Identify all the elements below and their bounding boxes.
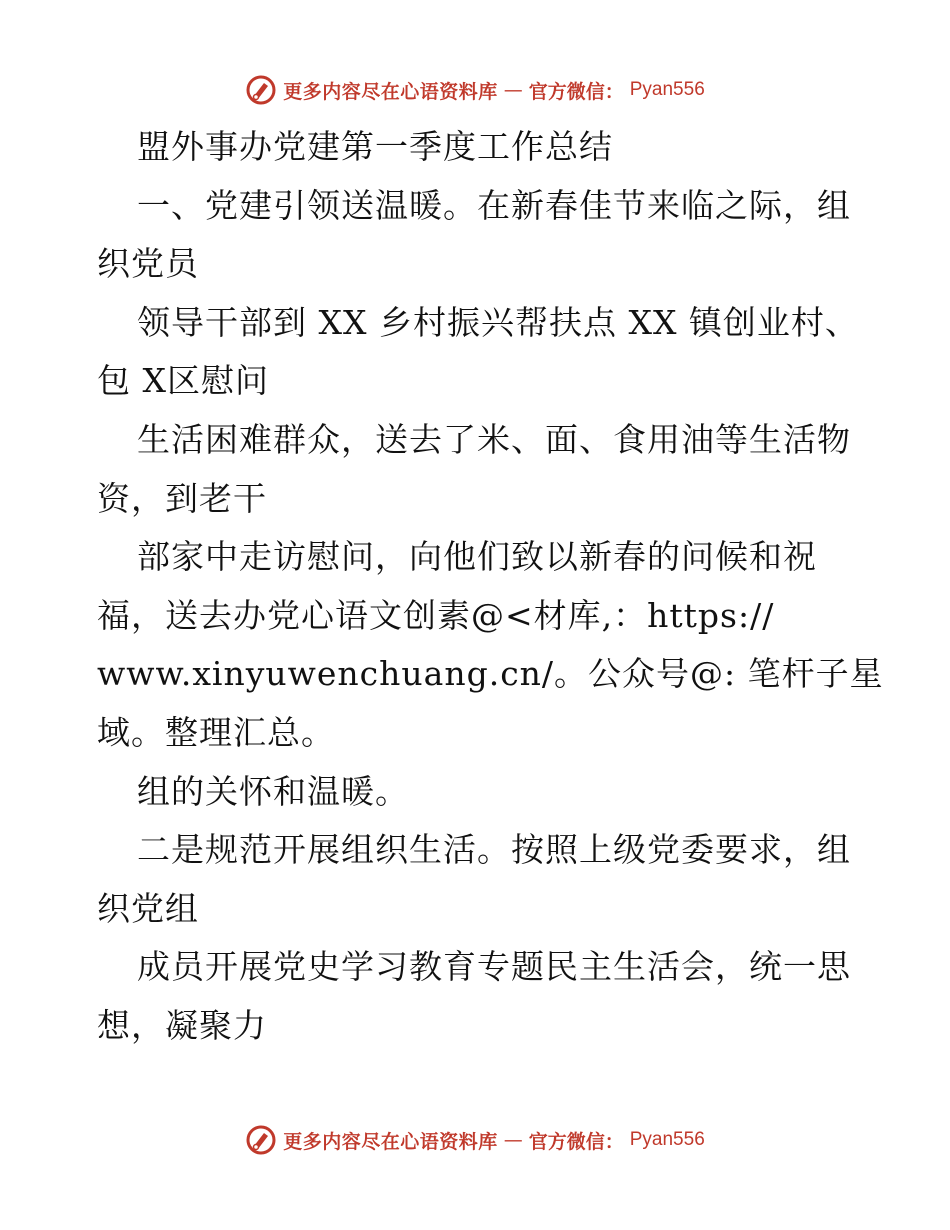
banner-dash: — — [503, 1129, 523, 1151]
banner-wechat-id: Pyan556 — [629, 1129, 705, 1150]
banner-wechat-label: 官方微信： — [528, 80, 624, 103]
banner-site-text: 更多内容尽在心语资料库 — [283, 80, 498, 103]
document-line: 域。整理汇总。 — [97, 712, 335, 752]
document-line: 织党员 — [97, 244, 199, 284]
document-line: 部家中走访慰问，向他们致以新春的问候和祝 — [137, 537, 817, 577]
document-line: 二是规范开展组织生活。按照上级党委要求，组 — [137, 830, 851, 870]
document-line: 一、党建引领送温暖。在新春佳节来临之际，组 — [137, 185, 851, 225]
banner-wechat-label: 官方微信： — [528, 1130, 624, 1153]
brand-logo-icon — [245, 74, 277, 106]
brand-logo-icon — [245, 1124, 277, 1156]
document-line: 领导干部到 XX 乡村振兴帮扶点 XX 镇创业村、 — [137, 302, 859, 342]
banner-wechat-id: Pyan556 — [629, 79, 705, 100]
document-line: 资，到老干 — [97, 478, 267, 518]
document-line: 织党组 — [97, 888, 199, 928]
document-line: 想，凝聚力 — [97, 1005, 267, 1045]
document-line: 福，送去办党心语文创素@<材库,：https:// — [97, 595, 775, 635]
document-line: 组的关怀和温暖。 — [137, 771, 409, 811]
document-line: 盟外事办党建第一季度工作总结 — [137, 127, 613, 166]
document-line: 包 X区慰问 — [97, 361, 269, 401]
document-line: 生活困难群众，送去了米、面、食用油等生活物 — [137, 419, 851, 459]
footer-banner — [0, 1120, 950, 1160]
document-line: 成员开展党史学习教育专题民主生活会，统一思 — [137, 947, 851, 987]
document-body — [97, 118, 884, 1056]
banner-site-text: 更多内容尽在心语资料库 — [283, 1130, 498, 1153]
document-line: www.xinyuwenchuang.cn/。公众号@: 笔杆子星 — [97, 654, 884, 694]
header-banner — [0, 70, 950, 110]
banner-dash: — — [503, 79, 523, 101]
